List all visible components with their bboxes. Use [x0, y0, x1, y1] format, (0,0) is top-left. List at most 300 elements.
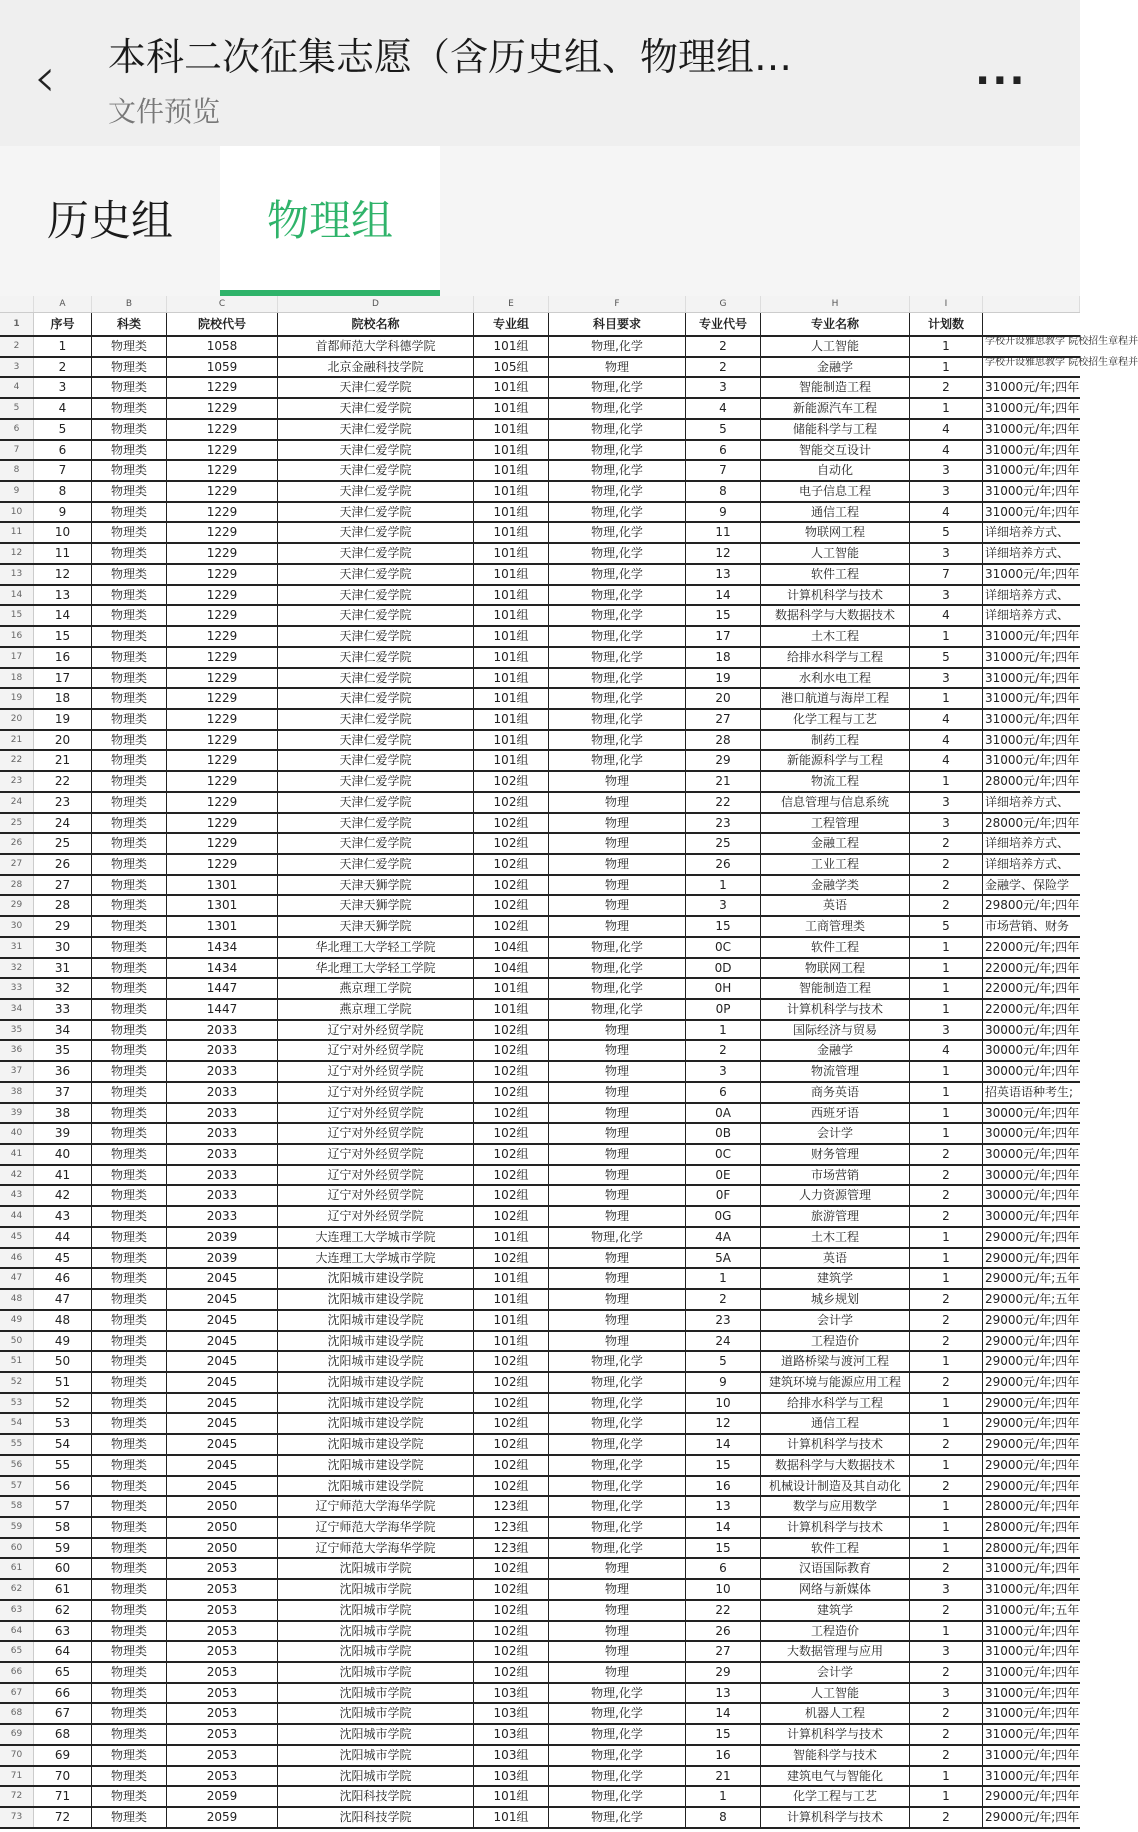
cell-major-name[interactable]: 通信工程 [761, 503, 910, 522]
cell-plan-count[interactable]: 2 [910, 1435, 983, 1454]
cell-seq[interactable]: 22 [34, 772, 92, 791]
cell-category[interactable]: 物理类 [92, 1166, 167, 1185]
cell-seq[interactable]: 17 [34, 669, 92, 688]
cell-plan-count[interactable]: 2 [910, 1601, 983, 1620]
cell-seq[interactable]: 53 [34, 1414, 92, 1433]
cell-school-name[interactable]: 辽宁师范大学海华学院 [278, 1539, 474, 1558]
cell-note[interactable]: 30000元/年;四年 [985, 1126, 1080, 1141]
cell-major-group[interactable]: 101组 [474, 544, 549, 563]
cell-major-code[interactable]: 5A [686, 1249, 761, 1268]
cell-category[interactable]: 物理类 [92, 1787, 167, 1806]
cell-major-group[interactable]: 101组 [474, 979, 549, 998]
cell-subject-req[interactable]: 物理 [549, 772, 686, 791]
cell-major-name[interactable]: 人工智能 [761, 544, 910, 563]
cell-note[interactable]: 招英语语种考生; [985, 1084, 1074, 1099]
cell-note[interactable]: 31000元/年;四年 [985, 711, 1080, 726]
cell-major-name[interactable]: 英语 [761, 1249, 910, 1268]
cell-major-code[interactable]: 23 [686, 1311, 761, 1330]
column-letter[interactable]: D [278, 296, 474, 312]
cell-major-group[interactable]: 103组 [474, 1767, 549, 1786]
cell-major-group[interactable]: 102组 [474, 1663, 549, 1682]
cell-major-code[interactable]: 26 [686, 855, 761, 874]
cell-category[interactable]: 物理类 [92, 1808, 167, 1827]
cell-category[interactable]: 物理类 [92, 627, 167, 646]
cell-subject-req[interactable]: 物理 [549, 896, 686, 915]
cell-school-name[interactable]: 北京金融科技学院 [278, 358, 474, 377]
cell-major-group[interactable]: 101组 [474, 482, 549, 501]
cell-major-name[interactable]: 土木工程 [761, 627, 910, 646]
cell-note[interactable]: 31000元/年;四年 [985, 442, 1080, 457]
cell-note[interactable]: 31000元/年;四年 [985, 670, 1080, 685]
cell-major-code[interactable]: 6 [686, 441, 761, 460]
cell-major-name[interactable]: 智能科学与技术 [761, 1746, 910, 1765]
cell-major-group[interactable]: 102组 [474, 1559, 549, 1578]
cell-school-name[interactable]: 天津天狮学院 [278, 896, 474, 915]
cell-major-code[interactable]: 15 [686, 606, 761, 625]
cell-school-code[interactable]: 2033 [167, 1207, 278, 1226]
cell-major-code[interactable]: 8 [686, 1808, 761, 1827]
cell-subject-req[interactable]: 物理 [549, 1601, 686, 1620]
cell-plan-count[interactable]: 4 [910, 731, 983, 750]
cell-school-name[interactable]: 天津仁爱学院 [278, 441, 474, 460]
cell-major-group[interactable]: 102组 [474, 1394, 549, 1413]
cell-major-name[interactable]: 软件工程 [761, 565, 910, 584]
cell-major-name[interactable]: 汉语国际教育 [761, 1559, 910, 1578]
cell-plan-count[interactable]: 2 [910, 855, 983, 874]
cell-school-code[interactable]: 1229 [167, 710, 278, 729]
cell-subject-req[interactable]: 物理,化学 [549, 648, 686, 667]
cell-note[interactable]: 31000元/年;四年 [985, 380, 1080, 395]
cell-school-name[interactable]: 天津仁爱学院 [278, 606, 474, 625]
cell-major-name[interactable]: 工程管理 [761, 814, 910, 833]
cell-major-name[interactable]: 会计学 [761, 1124, 910, 1143]
cell-seq[interactable]: 60 [34, 1559, 92, 1578]
cell-major-name[interactable]: 城乡规划 [761, 1290, 910, 1309]
cell-major-name[interactable]: 储能科学与工程 [761, 420, 910, 439]
cell-plan-count[interactable]: 2 [910, 378, 983, 397]
column-letter[interactable]: G [686, 296, 761, 312]
cell-seq[interactable]: 49 [34, 1332, 92, 1351]
cell-school-name[interactable]: 大连理工大学城市学院 [278, 1228, 474, 1247]
column-letter[interactable]: E [474, 296, 549, 312]
cell-subject-req[interactable]: 物理,化学 [549, 1725, 686, 1744]
cell-subject-req[interactable]: 物理,化学 [549, 1518, 686, 1537]
cell-major-code[interactable]: 23 [686, 814, 761, 833]
cell-plan-count[interactable]: 2 [910, 1166, 983, 1185]
cell-major-code[interactable]: 13 [686, 1497, 761, 1516]
cell-note[interactable]: 详细培养方式、 [985, 836, 1070, 851]
cell-category[interactable]: 物理类 [92, 358, 167, 377]
cell-major-code[interactable]: 1 [686, 876, 761, 895]
cell-school-code[interactable]: 2053 [167, 1642, 278, 1661]
cell-major-name[interactable]: 建筑学 [761, 1601, 910, 1620]
cell-school-code[interactable]: 1229 [167, 731, 278, 750]
cell-school-name[interactable]: 沈阳城市建设学院 [278, 1311, 474, 1330]
cell-major-name[interactable]: 人力资源管理 [761, 1186, 910, 1205]
cell-school-code[interactable]: 2053 [167, 1601, 278, 1620]
cell-seq[interactable]: 68 [34, 1725, 92, 1744]
cell-school-code[interactable]: 1434 [167, 938, 278, 957]
cell-major-code[interactable]: 16 [686, 1477, 761, 1496]
cell-category[interactable]: 物理类 [92, 1477, 167, 1496]
cell-major-group[interactable]: 102组 [474, 1414, 549, 1433]
cell-subject-req[interactable]: 物理,化学 [549, 586, 686, 605]
cell-major-group[interactable]: 101组 [474, 1269, 549, 1288]
cell-seq[interactable]: 19 [34, 710, 92, 729]
cell-school-name[interactable]: 辽宁师范大学海华学院 [278, 1497, 474, 1516]
cell-major-name[interactable]: 工程造价 [761, 1622, 910, 1641]
cell-category[interactable]: 物理类 [92, 979, 167, 998]
cell-plan-count[interactable]: 3 [910, 482, 983, 501]
cell-subject-req[interactable]: 物理 [549, 917, 686, 936]
cell-school-name[interactable]: 天津仁爱学院 [278, 814, 474, 833]
cell-category[interactable]: 物理类 [92, 689, 167, 708]
cell-note[interactable]: 31000元/年;四年 [985, 1727, 1080, 1742]
cell-seq[interactable]: 48 [34, 1311, 92, 1330]
cell-school-code[interactable]: 1301 [167, 876, 278, 895]
cell-note[interactable]: 28000元/年;四年 [985, 1540, 1080, 1555]
cell-school-code[interactable]: 2039 [167, 1228, 278, 1247]
cell-seq[interactable]: 45 [34, 1249, 92, 1268]
cell-major-code[interactable]: 17 [686, 627, 761, 646]
cell-seq[interactable]: 67 [34, 1704, 92, 1723]
cell-major-group[interactable]: 101组 [474, 441, 549, 460]
cell-category[interactable]: 物理类 [92, 1104, 167, 1123]
cell-seq[interactable]: 23 [34, 793, 92, 812]
cell-subject-req[interactable]: 物理 [549, 1622, 686, 1641]
cell-subject-req[interactable]: 物理 [549, 1663, 686, 1682]
cell-major-name[interactable]: 会计学 [761, 1663, 910, 1682]
cell-seq[interactable]: 25 [34, 834, 92, 853]
cell-major-group[interactable]: 102组 [474, 1041, 549, 1060]
cell-school-name[interactable]: 华北理工大学轻工学院 [278, 959, 474, 978]
cell-major-group[interactable]: 102组 [474, 876, 549, 895]
cell-category[interactable]: 物理类 [92, 917, 167, 936]
cell-major-name[interactable]: 金融学 [761, 358, 910, 377]
cell-note[interactable]: 详细培养方式、 [985, 525, 1070, 540]
cell-school-name[interactable]: 天津仁爱学院 [278, 689, 474, 708]
cell-seq[interactable]: 32 [34, 979, 92, 998]
cell-seq[interactable]: 3 [34, 378, 92, 397]
cell-note[interactable]: 详细培养方式、 [985, 546, 1070, 561]
cell-category[interactable]: 物理类 [92, 1394, 167, 1413]
cell-note[interactable]: 31000元/年;五年 [985, 1602, 1080, 1617]
cell-note[interactable]: 市场营销、财务 [985, 919, 1070, 934]
cell-seq[interactable]: 59 [34, 1539, 92, 1558]
cell-school-code[interactable]: 2053 [167, 1746, 278, 1765]
cell-plan-count[interactable]: 1 [910, 979, 983, 998]
cell-major-group[interactable]: 102组 [474, 1373, 549, 1392]
cell-subject-req[interactable]: 物理,化学 [549, 669, 686, 688]
cell-note[interactable]: 30000元/年;四年 [985, 1167, 1080, 1182]
cell-plan-count[interactable]: 1 [910, 959, 983, 978]
cell-major-code[interactable]: 21 [686, 1767, 761, 1786]
cell-plan-count[interactable]: 1 [910, 627, 983, 646]
cell-plan-count[interactable]: 4 [910, 751, 983, 770]
cell-subject-req[interactable]: 物理,化学 [549, 627, 686, 646]
cell-seq[interactable]: 55 [34, 1456, 92, 1475]
cell-note[interactable]: 29000元/年;四年 [985, 1229, 1080, 1244]
cell-subject-req[interactable]: 物理 [549, 1145, 686, 1164]
cell-category[interactable]: 物理类 [92, 1497, 167, 1516]
cell-major-group[interactable]: 102组 [474, 834, 549, 853]
cell-school-code[interactable]: 2045 [167, 1414, 278, 1433]
cell-subject-req[interactable]: 物理,化学 [549, 523, 686, 542]
cell-plan-count[interactable]: 3 [910, 1642, 983, 1661]
cell-school-code[interactable]: 2053 [167, 1725, 278, 1744]
cell-category[interactable]: 物理类 [92, 1684, 167, 1703]
cell-major-code[interactable]: 0C [686, 938, 761, 957]
header-school-code[interactable]: 院校代号 [167, 313, 278, 335]
cell-note[interactable]: 31000元/年;四年 [985, 1644, 1080, 1659]
cell-plan-count[interactable]: 1 [910, 1352, 983, 1371]
cell-category[interactable]: 物理类 [92, 814, 167, 833]
cell-category[interactable]: 物理类 [92, 606, 167, 625]
cell-note[interactable]: 31000元/年;四年 [985, 1561, 1080, 1576]
cell-major-code[interactable]: 7 [686, 461, 761, 480]
cell-school-name[interactable]: 天津仁爱学院 [278, 523, 474, 542]
cell-subject-req[interactable]: 物理 [549, 1166, 686, 1185]
cell-note[interactable]: 22000元/年;四年 [985, 1002, 1080, 1016]
cell-plan-count[interactable]: 2 [910, 876, 983, 895]
cell-major-name[interactable]: 给排水科学与工程 [761, 1394, 910, 1413]
cell-school-code[interactable]: 1229 [167, 544, 278, 563]
cell-subject-req[interactable]: 物理,化学 [549, 1684, 686, 1703]
cell-plan-count[interactable]: 1 [910, 358, 983, 377]
column-letter[interactable]: C [167, 296, 278, 312]
header-plan-count[interactable]: 计划数 [910, 313, 983, 335]
cell-note[interactable]: 详细培养方式、 [985, 587, 1070, 602]
cell-subject-req[interactable]: 物理,化学 [549, 710, 686, 729]
cell-plan-count[interactable]: 1 [910, 1622, 983, 1641]
cell-plan-count[interactable]: 1 [910, 1062, 983, 1081]
cell-school-name[interactable]: 沈阳城市建设学院 [278, 1290, 474, 1309]
cell-school-code[interactable]: 1229 [167, 689, 278, 708]
cell-plan-count[interactable]: 1 [910, 772, 983, 791]
cell-note[interactable]: 30000元/年;四年 [985, 1209, 1080, 1224]
cell-major-code[interactable]: 0G [686, 1207, 761, 1226]
cell-school-code[interactable]: 1229 [167, 793, 278, 812]
cell-plan-count[interactable]: 1 [910, 1767, 983, 1786]
cell-major-group[interactable]: 101组 [474, 1311, 549, 1330]
cell-school-name[interactable]: 天津仁爱学院 [278, 751, 474, 770]
cell-school-code[interactable]: 1229 [167, 834, 278, 853]
cell-subject-req[interactable]: 物理 [549, 1041, 686, 1060]
cell-major-group[interactable]: 101组 [474, 461, 549, 480]
cell-major-code[interactable]: 1 [686, 1787, 761, 1806]
cell-seq[interactable]: 20 [34, 731, 92, 750]
cell-subject-req[interactable]: 物理 [549, 876, 686, 895]
cell-subject-req[interactable]: 物理,化学 [549, 751, 686, 770]
cell-school-code[interactable]: 2033 [167, 1062, 278, 1081]
cell-school-name[interactable]: 沈阳城市建设学院 [278, 1332, 474, 1351]
cell-major-name[interactable]: 计算机科学与技术 [761, 1518, 910, 1537]
cell-plan-count[interactable]: 1 [910, 1269, 983, 1288]
cell-major-name[interactable]: 西班牙语 [761, 1104, 910, 1123]
cell-school-name[interactable]: 辽宁对外经贸学院 [278, 1124, 474, 1143]
cell-major-group[interactable]: 102组 [474, 1456, 549, 1475]
cell-category[interactable]: 物理类 [92, 1311, 167, 1330]
cell-category[interactable]: 物理类 [92, 1746, 167, 1765]
cell-note[interactable]: 31000元/年;四年 [985, 463, 1080, 478]
cell-school-name[interactable]: 天津仁爱学院 [278, 834, 474, 853]
cell-category[interactable]: 物理类 [92, 855, 167, 874]
cell-note[interactable]: 30000元/年;四年 [985, 1105, 1080, 1120]
cell-category[interactable]: 物理类 [92, 1332, 167, 1351]
cell-note[interactable]: 31000元/年;四年 [985, 566, 1080, 581]
cell-major-code[interactable]: 24 [686, 1332, 761, 1351]
cell-major-code[interactable]: 0C [686, 1145, 761, 1164]
cell-major-name[interactable]: 网络与新媒体 [761, 1580, 910, 1599]
cell-major-code[interactable]: 21 [686, 772, 761, 791]
cell-seq[interactable]: 36 [34, 1062, 92, 1081]
cell-school-name[interactable]: 沈阳城市建设学院 [278, 1269, 474, 1288]
cell-major-code[interactable]: 29 [686, 1663, 761, 1682]
cell-plan-count[interactable]: 2 [910, 1559, 983, 1578]
cell-major-name[interactable]: 数据科学与大数据技术 [761, 606, 910, 625]
header-category[interactable]: 科类 [92, 313, 167, 335]
cell-school-code[interactable]: 2045 [167, 1456, 278, 1475]
cell-subject-req[interactable]: 物理,化学 [549, 1000, 686, 1019]
chevron-left-icon[interactable]: ‹ [34, 46, 56, 109]
cell-school-code[interactable]: 2045 [167, 1290, 278, 1309]
cell-major-group[interactable]: 102组 [474, 1249, 549, 1268]
cell-major-code[interactable]: 12 [686, 544, 761, 563]
cell-subject-req[interactable]: 物理,化学 [549, 399, 686, 418]
cell-school-name[interactable]: 天津仁爱学院 [278, 420, 474, 439]
cell-major-group[interactable]: 102组 [474, 793, 549, 812]
cell-category[interactable]: 物理类 [92, 1642, 167, 1661]
cell-major-code[interactable]: 1 [686, 1021, 761, 1040]
cell-major-code[interactable]: 26 [686, 1622, 761, 1641]
cell-note[interactable]: 31000元/年;四年 [985, 1768, 1080, 1783]
cell-school-code[interactable]: 1229 [167, 772, 278, 791]
cell-school-code[interactable]: 1229 [167, 855, 278, 874]
cell-note[interactable]: 29000元/年;五年 [985, 1271, 1080, 1286]
cell-note[interactable]: 29000元/年;四年 [985, 1789, 1080, 1804]
cell-major-code[interactable]: 0F [686, 1186, 761, 1205]
cell-major-group[interactable]: 102组 [474, 1642, 549, 1661]
cell-note[interactable]: 31000元/年;四年 [985, 1747, 1080, 1762]
cell-category[interactable]: 物理类 [92, 461, 167, 480]
cell-subject-req[interactable]: 物理,化学 [549, 938, 686, 957]
cell-major-name[interactable]: 信息管理与信息系统 [761, 793, 910, 812]
cell-school-code[interactable]: 2045 [167, 1332, 278, 1351]
header-seq[interactable]: 序号 [34, 313, 92, 335]
cell-school-code[interactable]: 2033 [167, 1145, 278, 1164]
cell-seq[interactable]: 13 [34, 586, 92, 605]
cell-school-name[interactable]: 沈阳城市建设学院 [278, 1456, 474, 1475]
cell-seq[interactable]: 57 [34, 1497, 92, 1516]
cell-note[interactable]: 29000元/年;四年 [985, 1333, 1080, 1348]
cell-category[interactable]: 物理类 [92, 1456, 167, 1475]
cell-plan-count[interactable]: 2 [910, 896, 983, 915]
cell-school-name[interactable]: 沈阳城市建设学院 [278, 1373, 474, 1392]
cell-category[interactable]: 物理类 [92, 731, 167, 750]
cell-school-name[interactable]: 天津仁爱学院 [278, 399, 474, 418]
cell-seq[interactable]: 33 [34, 1000, 92, 1019]
cell-school-name[interactable]: 天津仁爱学院 [278, 710, 474, 729]
cell-major-group[interactable]: 102组 [474, 855, 549, 874]
cell-note[interactable]: 30000元/年;四年 [985, 1022, 1080, 1037]
cell-plan-count[interactable]: 2 [910, 1207, 983, 1226]
cell-school-name[interactable]: 燕京理工学院 [278, 1000, 474, 1019]
cell-note[interactable]: 29000元/年;四年 [985, 1810, 1080, 1825]
cell-seq[interactable]: 51 [34, 1373, 92, 1392]
cell-category[interactable]: 物理类 [92, 793, 167, 812]
cell-subject-req[interactable]: 物理,化学 [549, 1539, 686, 1558]
cell-school-code[interactable]: 2053 [167, 1559, 278, 1578]
cell-plan-count[interactable]: 2 [910, 1477, 983, 1496]
cell-note[interactable]: 29000元/年;四年 [985, 1250, 1080, 1265]
cell-note[interactable]: 31000元/年;四年 [985, 1685, 1080, 1700]
cell-major-name[interactable]: 工商管理类 [761, 917, 910, 936]
cell-category[interactable]: 物理类 [92, 1622, 167, 1641]
cell-school-name[interactable]: 天津仁爱学院 [278, 503, 474, 522]
cell-subject-req[interactable]: 物理 [549, 1559, 686, 1578]
cell-school-name[interactable]: 天津仁爱学院 [278, 669, 474, 688]
cell-school-name[interactable]: 天津仁爱学院 [278, 793, 474, 812]
cell-school-name[interactable]: 首都师范大学科德学院 [278, 337, 474, 356]
cell-subject-req[interactable]: 物理,化学 [549, 959, 686, 978]
cell-category[interactable]: 物理类 [92, 1725, 167, 1744]
cell-major-code[interactable]: 9 [686, 503, 761, 522]
cell-major-group[interactable]: 101组 [474, 1787, 549, 1806]
cell-note[interactable]: 金融学、保险学 [985, 877, 1070, 892]
cell-seq[interactable]: 8 [34, 482, 92, 501]
cell-major-group[interactable]: 101组 [474, 751, 549, 770]
cell-major-name[interactable]: 国际经济与贸易 [761, 1021, 910, 1040]
cell-major-name[interactable]: 金融工程 [761, 834, 910, 853]
cell-major-code[interactable]: 15 [686, 1456, 761, 1475]
tab-history-group[interactable]: 历史组 [46, 196, 173, 245]
cell-category[interactable]: 物理类 [92, 1704, 167, 1723]
cell-school-code[interactable]: 1229 [167, 648, 278, 667]
cell-major-group[interactable]: 103组 [474, 1704, 549, 1723]
cell-category[interactable]: 物理类 [92, 648, 167, 667]
cell-major-name[interactable]: 物流工程 [761, 772, 910, 791]
cell-subject-req[interactable]: 物理 [549, 1124, 686, 1143]
cell-school-code[interactable]: 1229 [167, 627, 278, 646]
cell-major-code[interactable]: 10 [686, 1394, 761, 1413]
cell-school-code[interactable]: 2053 [167, 1580, 278, 1599]
cell-school-name[interactable]: 沈阳城市学院 [278, 1746, 474, 1765]
cell-plan-count[interactable]: 3 [910, 1684, 983, 1703]
cell-school-code[interactable]: 2045 [167, 1394, 278, 1413]
cell-major-group[interactable]: 102组 [474, 1622, 549, 1641]
cell-category[interactable]: 物理类 [92, 565, 167, 584]
cell-major-name[interactable]: 物流管理 [761, 1062, 910, 1081]
cell-plan-count[interactable]: 3 [910, 793, 983, 812]
cell-subject-req[interactable]: 物理 [549, 793, 686, 812]
cell-major-code[interactable]: 6 [686, 1559, 761, 1578]
cell-major-group[interactable]: 102组 [474, 1352, 549, 1371]
cell-seq[interactable]: 9 [34, 503, 92, 522]
cell-school-code[interactable]: 1229 [167, 606, 278, 625]
cell-category[interactable]: 物理类 [92, 772, 167, 791]
cell-major-name[interactable]: 新能源汽车工程 [761, 399, 910, 418]
cell-school-name[interactable]: 辽宁对外经贸学院 [278, 1145, 474, 1164]
cell-school-name[interactable]: 沈阳城市建设学院 [278, 1352, 474, 1371]
cell-subject-req[interactable]: 物理 [549, 358, 686, 377]
cell-major-code[interactable]: 3 [686, 378, 761, 397]
cell-category[interactable]: 物理类 [92, 1207, 167, 1226]
cell-school-code[interactable]: 2059 [167, 1808, 278, 1827]
cell-major-code[interactable]: 12 [686, 1414, 761, 1433]
cell-major-code[interactable]: 15 [686, 1539, 761, 1558]
cell-category[interactable]: 物理类 [92, 1021, 167, 1040]
cell-note[interactable]: 31000元/年;四年 [985, 649, 1080, 664]
